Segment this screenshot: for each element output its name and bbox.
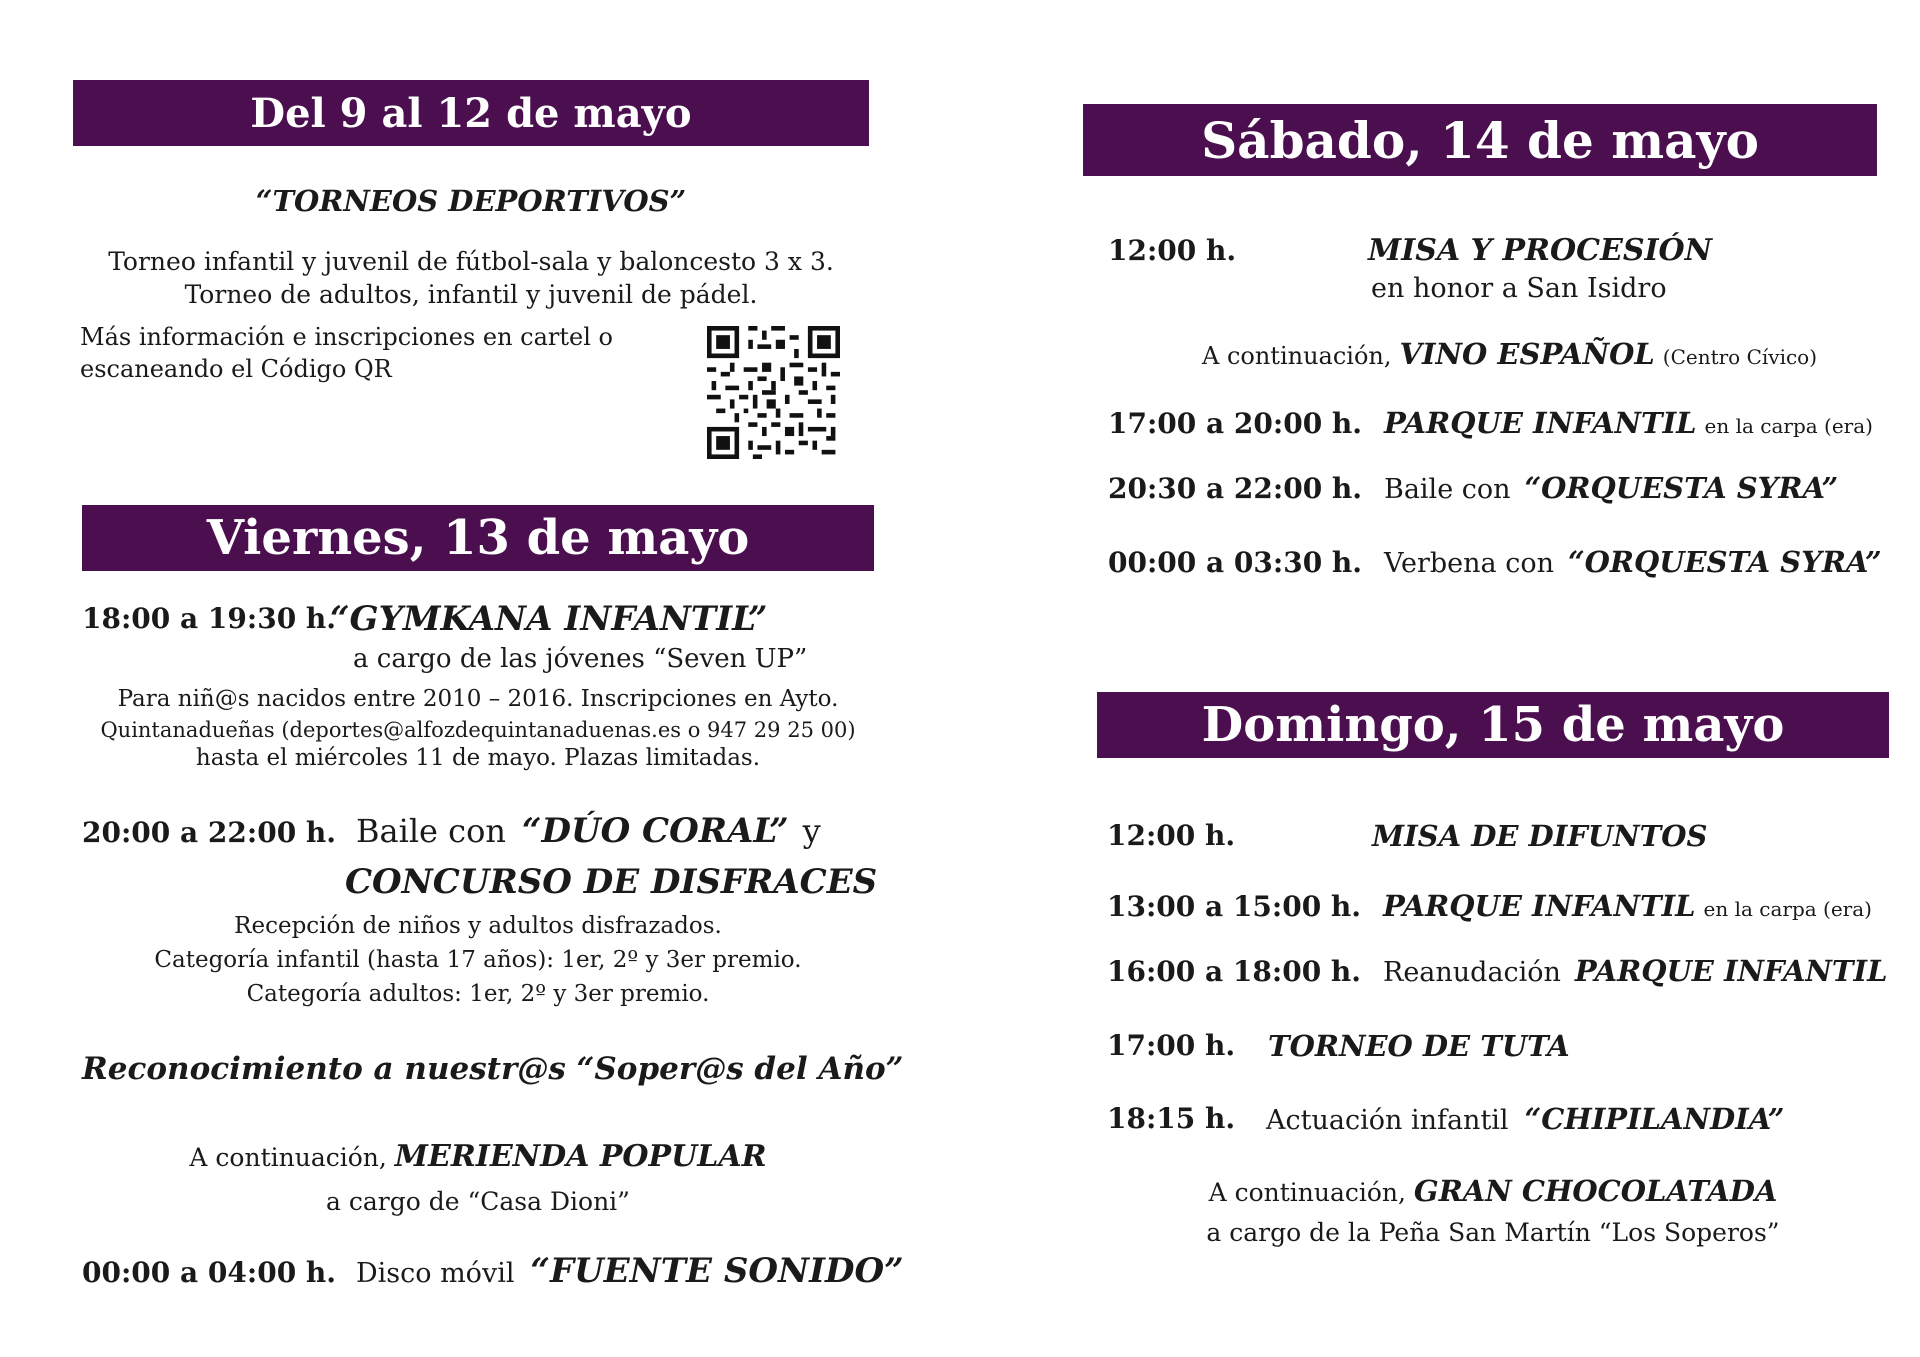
event-note-1: Para niñ@s nacidos entre 2010 – 2016. Inscripciones en Ayto. xyxy=(117,686,839,712)
event-time: 16:00 a 18:00 h. xyxy=(1107,955,1362,988)
event-prefix: Reanudación xyxy=(1382,957,1561,988)
event-title: “ORQUESTA SYRA” xyxy=(1524,471,1839,505)
event-title: MISA Y PROCESIÓN xyxy=(1368,233,1713,268)
reconocimiento-line: Reconocimiento a nuestr@s “Soper@s del Año” xyxy=(82,1051,904,1087)
event-suffix: (Centro Cívico) xyxy=(1662,345,1818,369)
event-time: 12:00 h. xyxy=(1107,819,1236,852)
event-title: “CHIPILANDIA” xyxy=(1524,1102,1785,1136)
event-row xyxy=(82,811,821,851)
event-title: “FUENTE SONIDO” xyxy=(530,1251,904,1291)
torneos-line-2: Torneo de adultos, infantil y juvenil de pádel. xyxy=(184,280,758,309)
event-row xyxy=(1108,546,1882,580)
event-prefix: Verbena con xyxy=(1383,548,1554,579)
band-title: Del 9 al 12 de mayo xyxy=(250,89,692,137)
event-prefix: A continuación, xyxy=(1208,1178,1406,1207)
merienda-row xyxy=(82,1141,874,1174)
event-time: 00:00 a 03:30 h. xyxy=(1108,546,1363,579)
event-prefix: Disco móvil xyxy=(355,1258,515,1289)
event-time: 18:00 a 19:30 h. xyxy=(82,602,337,635)
band-del-9-al-12 xyxy=(73,80,869,146)
event-time: 12:00 h. xyxy=(1108,234,1237,267)
event-title: GRAN CHOCOLATADA xyxy=(1413,1174,1778,1208)
torneos-title: “TORNEOS DEPORTIVOS” xyxy=(255,184,687,218)
band-domingo xyxy=(1097,692,1889,758)
event-title: PARQUE INFANTIL xyxy=(1574,954,1888,988)
event-row xyxy=(1202,338,1817,373)
band-title: Domingo, 15 de mayo xyxy=(1201,697,1785,753)
event-row xyxy=(1108,472,1838,506)
event-title: “DÚO CORAL” xyxy=(521,811,789,851)
event-note-3: Categoría adultos: 1er, 2º y 3er premio. xyxy=(246,981,710,1007)
event-prefix: A continuación, xyxy=(189,1143,387,1172)
event-prefix: Actuación infantil xyxy=(1266,1105,1509,1136)
event-prefix: Baile con xyxy=(355,812,506,850)
event-title: MERIENDA POPULAR xyxy=(394,1139,767,1174)
event-title: PARQUE INFANTIL xyxy=(1383,406,1697,440)
qr-code-icon xyxy=(707,326,840,459)
band-title: Viernes, 13 de mayo xyxy=(206,510,750,566)
event-title: TORNEO DE TUTA xyxy=(1268,1029,1570,1063)
event-suffix: en la carpa (era) xyxy=(1704,414,1873,438)
event-row xyxy=(1107,955,1887,989)
band-viernes xyxy=(82,505,874,571)
event-time: 17:00 a 20:00 h. xyxy=(1108,407,1363,440)
chocolatada-row xyxy=(1097,1175,1889,1209)
event-subtitle: a cargo de “Casa Dioni” xyxy=(326,1187,630,1216)
event-title-2: CONCURSO DE DISFRACES xyxy=(345,862,878,902)
event-time: 18:15 h. xyxy=(1107,1102,1236,1135)
info-line-2: escaneando el Código QR xyxy=(80,355,392,383)
event-connector: y xyxy=(802,812,821,850)
event-time: 13:00 a 15:00 h. xyxy=(1107,890,1362,923)
event-subtitle: a cargo de la Peña San Martín “Los Soperos” xyxy=(1206,1218,1780,1247)
event-row xyxy=(1108,407,1873,442)
event-time: 20:00 a 22:00 h. xyxy=(82,816,337,849)
event-title: “ORQUESTA SYRA” xyxy=(1567,545,1882,579)
event-row xyxy=(82,1251,904,1291)
torneos-line-1: Torneo infantil y juvenil de fútbol-sala y baloncesto 3 x 3. xyxy=(108,247,834,276)
event-time: 20:30 a 22:00 h. xyxy=(1108,472,1363,505)
info-line-1: Más información e inscripciones en cartel o xyxy=(80,323,614,351)
event-title: VINO ESPAÑOL xyxy=(1399,337,1655,371)
event-title: “GYMKANA INFANTIL” xyxy=(330,599,768,639)
event-title: PARQUE INFANTIL xyxy=(1382,889,1696,923)
event-prefix: Baile con xyxy=(1383,474,1511,505)
event-suffix: en la carpa (era) xyxy=(1703,897,1872,921)
event-time: 17:00 h. xyxy=(1107,1029,1236,1062)
event-note-2: Quintanadueñas (deportes@alfozdequintanaduenas.es o 947 29 25 00) xyxy=(100,718,856,742)
event-note-3: hasta el miércoles 11 de mayo. Plazas limitadas. xyxy=(195,745,761,771)
event-time: 00:00 a 04:00 h. xyxy=(82,1256,337,1289)
event-row xyxy=(1266,1103,1784,1137)
band-title: Sábado, 14 de mayo xyxy=(1201,110,1759,170)
event-note-2: Categoría infantil (hasta 17 años): 1er, 2º y 3er premio. xyxy=(154,947,802,973)
event-note-1: Recepción de niños y adultos disfrazados. xyxy=(234,913,722,939)
band-sabado xyxy=(1083,104,1877,176)
event-title: MISA DE DIFUNTOS xyxy=(1372,819,1708,853)
event-subtitle: a cargo de las jóvenes “Seven UP” xyxy=(353,644,808,674)
event-row xyxy=(1107,890,1872,925)
event-subtitle: en honor a San Isidro xyxy=(1371,273,1667,304)
event-prefix: A continuación, xyxy=(1202,342,1392,370)
